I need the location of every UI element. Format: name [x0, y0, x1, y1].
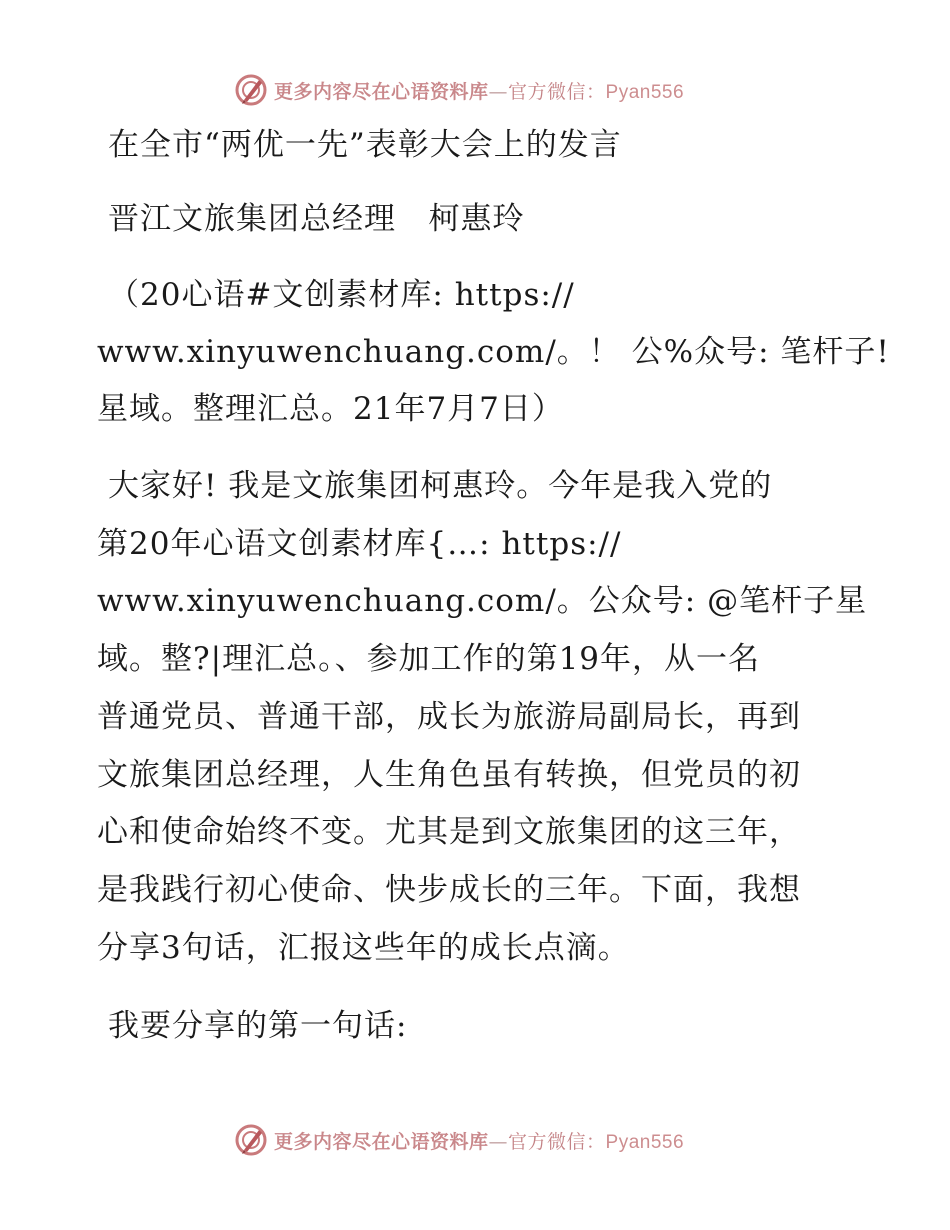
pen-logo-icon [234, 73, 268, 107]
watermark-text [274, 1127, 684, 1154]
section-intro-line: 我要分享的第一句话: [108, 1008, 408, 1044]
paragraph-1-line-9: 分享3句话，汇报这些年的成长点滴。 [97, 930, 630, 966]
watermark-wechat-handle: Pyan556 [605, 1131, 685, 1153]
paragraph-1-line-2: 第20年心语文创素材库{…: https:// [97, 526, 622, 562]
paragraph-1-line-7: 心和使命始终不变。尤其是到文旅集团的这三年， [97, 814, 801, 850]
paragraph-1-line-5: 普通党员、普通干部，成长为旅游局副局长，再到 [97, 699, 801, 735]
paragraph-1-line-4: 域。整?|理汇总。、参加工作的第19年，从一名 [97, 641, 761, 677]
source-note-line-3: 星域。整理汇总。21年7月7日） [97, 391, 564, 427]
paragraph-1-line-6: 文旅集团总经理，人生角色虽有转换，但党员的初 [97, 757, 801, 793]
watermark-main-text: 更多内容尽在心语资料库 [274, 80, 489, 103]
source-note-line-1: （20心语#文创素材库: https:// [108, 277, 575, 313]
watermark-main-text: 更多内容尽在心语资料库 [274, 1130, 489, 1153]
source-note-line-2: www.xinyuwenchuang.com/。！ 公%众号: 笔杆子! [97, 334, 890, 370]
watermark-wechat-label: 官方微信： [508, 1130, 606, 1153]
footer-watermark-banner [234, 1122, 734, 1158]
watermark-dash: — [488, 1130, 509, 1153]
document-title: 在全市“两优一先”表彰大会上的发言 [108, 127, 622, 163]
pen-logo-icon [234, 1123, 268, 1157]
header-watermark-banner [234, 72, 734, 108]
watermark-wechat-handle: Pyan556 [605, 81, 685, 103]
watermark-wechat-label: 官方微信： [508, 80, 606, 103]
paragraph-1-line-8: 是我践行初心使命、快步成长的三年。下面，我想 [97, 872, 801, 908]
speaker-line: 晋江文旅集团总经理 柯惠玲 [108, 201, 525, 237]
paragraph-1-line-3: www.xinyuwenchuang.com/。公众号: @笔杆子星 [97, 583, 868, 619]
paragraph-1-line-1: 大家好! 我是文旅集团柯惠玲。今年是我入党的 [108, 468, 773, 504]
watermark-dash: — [488, 80, 509, 103]
watermark-text [274, 77, 684, 104]
